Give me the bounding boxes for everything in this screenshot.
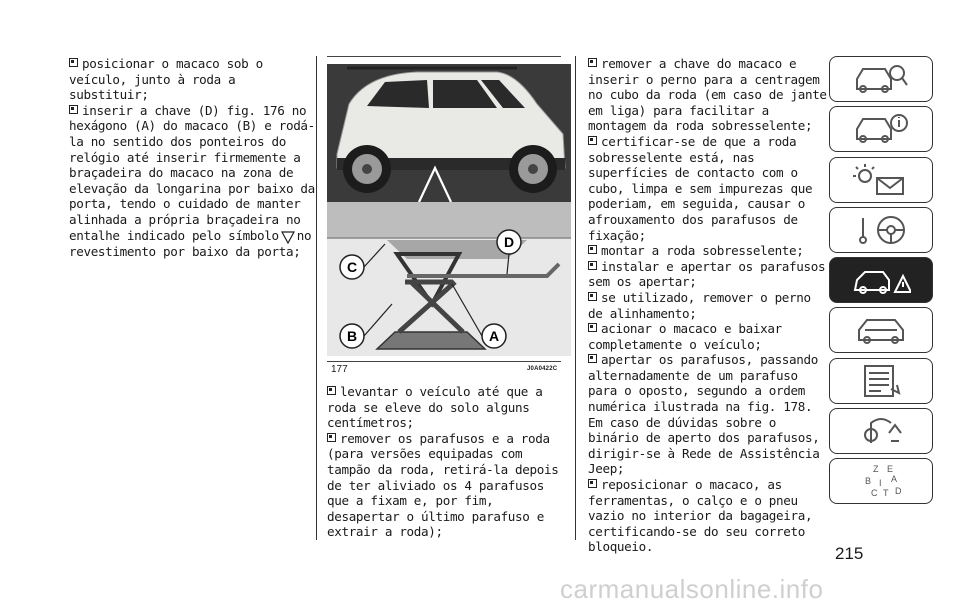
bullet-icon xyxy=(588,479,597,488)
tab-car-search[interactable] xyxy=(829,56,933,102)
index-letter: Z xyxy=(873,464,879,475)
column-divider xyxy=(316,56,317,540)
triangle-symbol-icon xyxy=(281,230,295,244)
tab-specifications[interactable] xyxy=(829,358,933,404)
bullet-icon xyxy=(588,136,597,145)
label-c: C xyxy=(346,259,358,275)
list-item: se utilizado, remover o perno de alinhamento; xyxy=(588,289,811,321)
label-d: D xyxy=(503,234,515,250)
index-letter: E xyxy=(887,464,894,475)
tab-steering-wheel[interactable] xyxy=(829,207,933,253)
figure-bottom-rule xyxy=(327,361,561,362)
list-item: remover a chave do macaco e inserir o perno para a centragem no cubo da roda (em caso de jante em liga) para facilitar a montagem da roda sobresselente; xyxy=(588,56,827,134)
figure-top-rule xyxy=(327,56,561,57)
bullet-icon xyxy=(327,386,336,395)
index-letter: A xyxy=(891,474,898,485)
bullet-icon xyxy=(588,261,597,270)
label-a: A xyxy=(488,328,500,344)
list-item: inserir a chave (D) fig. 176 no hexágono (A) do macaco (B) e rodá-la no sentido dos ponteiros do relógio até inserir firmemente a braçadeira do macaco na zona de elevação da longarina por baixo da porta, tendo o cuidado de manter alinhada a própria braçadeira no entalhe indicado pelo símbolo no revestimento por baixo da porta; xyxy=(69,102,315,259)
list-item: acionar o macaco e baixar completamente o veículo; xyxy=(588,321,782,352)
column-1 xyxy=(69,56,319,259)
chapter-tabs xyxy=(829,56,935,509)
list-item: apertar os parafusos, passando alternadamente de um parafuso para o oposto, segundo a ordem numérica ilustrada na fig. 178. Em caso de dúvidas sobre o binário de aperto dos parafusos, dirigir-se à Rede de Assistência Jeep; xyxy=(588,352,820,477)
car-emergency-icon xyxy=(851,262,911,298)
list-item: levantar o veículo até que a roda se eleve do solo alguns centímetros; xyxy=(327,384,543,431)
figure-number: 177 xyxy=(331,364,348,375)
bullet-icon xyxy=(327,433,336,442)
list-item: posicionar o macaco sob o veículo, junto à roda a substituir; xyxy=(69,56,263,103)
index-icon xyxy=(851,462,911,500)
specifications-icon xyxy=(851,363,911,399)
tab-warning-lights[interactable] xyxy=(829,157,933,203)
warning-lights-icon xyxy=(851,162,911,198)
bullet-icon xyxy=(588,245,597,254)
column-divider xyxy=(575,56,576,540)
watermark: carmanualsonline.info xyxy=(560,574,824,604)
bullet-icon xyxy=(588,292,597,301)
list-item: montar a roda sobresselente; xyxy=(588,243,828,259)
column-2 xyxy=(327,384,572,540)
tab-car-emergency[interactable] xyxy=(829,257,933,303)
list-item: instalar e apertar os parafusos sem os apertar; xyxy=(588,258,826,290)
figure-jack-illustration xyxy=(327,64,571,356)
bullet-icon xyxy=(588,354,597,363)
bullet-icon xyxy=(69,105,78,114)
car-info-icon xyxy=(851,111,911,147)
bullet-icon xyxy=(588,323,597,332)
figure-code: J0A0422C xyxy=(527,366,558,372)
index-letter: I xyxy=(879,478,882,489)
list-item: certificar-se de que a roda sobresselente está, nas superfícies de contacto com o cubo, limpa e sem impurezas que poderiam, em seguida, causar o afrouxamento dos parafusos de fixação; xyxy=(588,133,813,243)
index-letter: B xyxy=(865,476,872,487)
tab-index[interactable] xyxy=(829,458,933,504)
bullet-icon xyxy=(588,58,597,67)
car-search-icon xyxy=(851,61,911,97)
index-letter: D xyxy=(895,486,902,497)
label-b: B xyxy=(346,328,358,344)
column-3 xyxy=(588,56,828,555)
page-number: 215 xyxy=(835,544,864,563)
tab-multimedia[interactable] xyxy=(829,408,933,454)
steering-wheel-icon xyxy=(851,212,911,248)
list-item: remover os parafusos e a roda (para versões equipadas com tampão da roda, retirá-la depois de ter aliviado os 4 parafusos que a fixam e, por fim, desapertar o último parafuso e extrair a roda); xyxy=(327,430,559,540)
bullet-icon xyxy=(69,58,78,67)
index-letter: C xyxy=(871,488,878,499)
list-item: reposicionar o macaco, as ferramentas, o calço e o pneu vazio no interior da bagageira, certificando-se do seu correto bloqueio. xyxy=(588,477,813,555)
tab-car-service[interactable] xyxy=(829,307,933,353)
multimedia-icon xyxy=(851,413,911,449)
car-service-icon xyxy=(851,312,911,348)
tab-car-info[interactable] xyxy=(829,106,933,152)
index-letter: T xyxy=(883,488,889,499)
